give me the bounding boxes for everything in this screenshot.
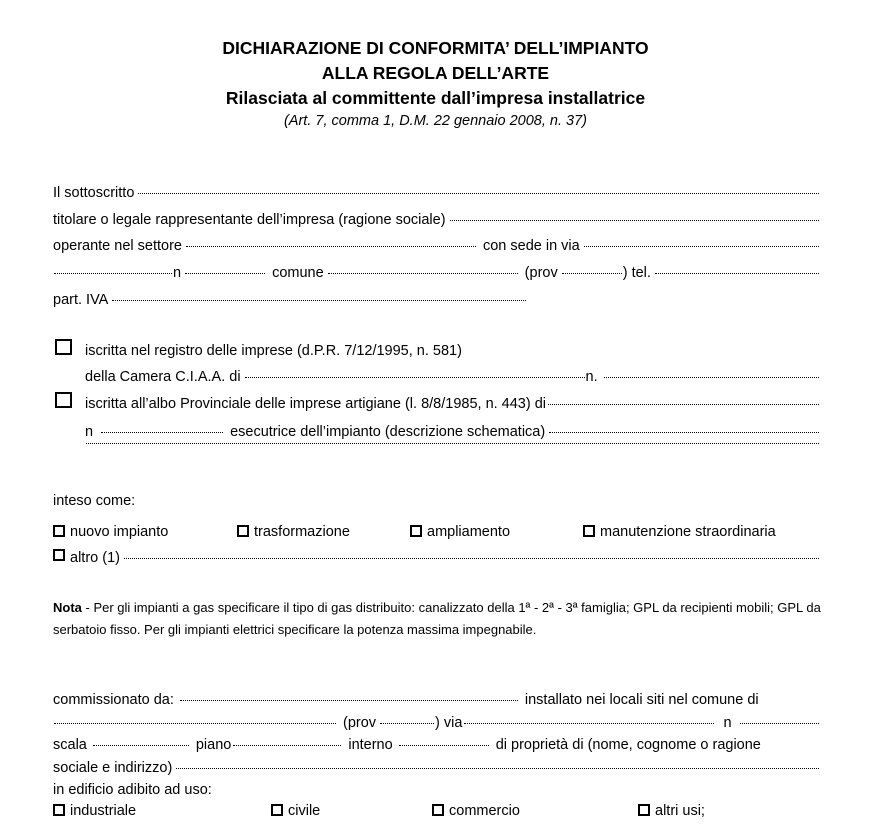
new-installation-label: nuovo impianto bbox=[70, 524, 169, 540]
installation-via-field[interactable] bbox=[464, 723, 714, 724]
chamber-n-label: n. bbox=[585, 369, 598, 385]
transformation-label: trasformazione bbox=[254, 524, 350, 540]
commission-row bbox=[53, 690, 820, 710]
note-paragraph bbox=[53, 597, 823, 641]
industrial-checkbox[interactable] bbox=[53, 804, 65, 816]
installation-municipality-field[interactable] bbox=[54, 723, 336, 724]
floor-label: piano bbox=[195, 737, 232, 753]
prov-label: (prov bbox=[524, 265, 558, 281]
installed-label: installato nei locali siti nel comune di bbox=[524, 692, 759, 708]
title-line-2: ALLA REGOLA DELL’ARTE bbox=[321, 63, 550, 83]
vat-label: part. IVA bbox=[53, 292, 109, 308]
intent-option-new[interactable] bbox=[53, 522, 168, 542]
tel-field[interactable] bbox=[655, 273, 819, 274]
other-row bbox=[53, 548, 820, 568]
registry-checkbox[interactable] bbox=[55, 339, 72, 355]
commissioned-by-label: commissionato da: bbox=[53, 692, 174, 708]
civil-label: civile bbox=[288, 803, 321, 819]
prov-field[interactable] bbox=[562, 273, 622, 274]
subtitle: Rilasciata al committente dall’impresa installatrice bbox=[225, 88, 646, 108]
commissioned-by-field[interactable] bbox=[180, 700, 518, 701]
owned-by-label-2: sociale e indirizzo) bbox=[53, 760, 173, 776]
intent-option-transformation[interactable] bbox=[237, 522, 350, 542]
new-installation-checkbox[interactable] bbox=[53, 525, 65, 537]
maintenance-checkbox[interactable] bbox=[583, 525, 595, 537]
chamber-field[interactable] bbox=[245, 377, 585, 378]
municipality-label: comune bbox=[272, 265, 324, 281]
title-line-1: DICHIARAZIONE DI CONFORMITA’ DELL’IMPIANTO bbox=[222, 38, 649, 58]
executor-row bbox=[85, 422, 820, 442]
vat-row bbox=[53, 290, 527, 310]
artisan-option-label: iscritta all’albo Provinciale delle imprese artigiane (l. 8/8/1985, n. 443) di bbox=[85, 396, 547, 412]
owner-row bbox=[53, 210, 820, 230]
executor-label: esecutrice dell’impianto (descrizione schematica) bbox=[230, 424, 546, 440]
floor-field[interactable] bbox=[233, 745, 341, 746]
chamber-label: della Camera C.I.A.A. di bbox=[85, 369, 241, 385]
stair-row bbox=[53, 735, 820, 755]
sector-label: operante nel settore bbox=[53, 238, 182, 254]
law-reference: (Art. 7, comma 1, D.M. 22 gennaio 2008, n. 37) bbox=[283, 113, 588, 129]
address-row bbox=[53, 263, 820, 283]
use-option-industrial[interactable] bbox=[53, 801, 136, 821]
owner-label: titolare o legale rappresentante dell’impresa (ragione sociale) bbox=[53, 212, 446, 228]
maintenance-label: manutenzione straordinaria bbox=[600, 524, 776, 540]
commerce-label: commercio bbox=[449, 803, 520, 819]
chamber-n-field[interactable] bbox=[604, 377, 819, 378]
executor-field-2[interactable] bbox=[86, 443, 819, 444]
note-text: - Per gli impianti a gas specificare il tipo di gas distribuito: canalizzato della 1ª - 2ª - 3ª famiglia; GPL da recipienti mobili; GPL da serbatoio fisso. Per gli impianti elettrici specificare la potenza massima impegnabile. bbox=[53, 600, 821, 637]
number-field[interactable] bbox=[185, 273, 265, 274]
industrial-label: industriale bbox=[70, 803, 137, 819]
intent-option-maintenance[interactable] bbox=[583, 522, 776, 542]
municipality-field[interactable] bbox=[328, 273, 518, 274]
use-option-commerce[interactable] bbox=[432, 801, 520, 821]
interior-label: interno bbox=[348, 737, 393, 753]
note-label: Nota bbox=[53, 600, 82, 615]
owned-by-label: di proprietà di (nome, cognome o ragione bbox=[495, 737, 761, 753]
intent-label: inteso come: bbox=[53, 493, 136, 509]
other-label: altro (1) bbox=[70, 550, 120, 566]
commerce-checkbox[interactable] bbox=[432, 804, 444, 816]
sector-field[interactable] bbox=[186, 246, 476, 247]
artisan-field[interactable] bbox=[548, 404, 819, 405]
vat-field[interactable] bbox=[112, 300, 526, 301]
artisan-n-field[interactable] bbox=[101, 432, 223, 433]
extension-checkbox[interactable] bbox=[410, 525, 422, 537]
installation-prov-label: (prov bbox=[343, 715, 377, 731]
tel-label: ) tel. bbox=[622, 265, 651, 281]
use-option-civil[interactable] bbox=[271, 801, 320, 821]
owner-address-row bbox=[53, 758, 820, 778]
other-field[interactable] bbox=[124, 558, 819, 559]
sector-row bbox=[53, 236, 820, 256]
owned-by-field[interactable] bbox=[176, 768, 819, 769]
installation-n-field[interactable] bbox=[740, 723, 819, 724]
civil-checkbox[interactable] bbox=[271, 804, 283, 816]
use-option-other[interactable] bbox=[638, 801, 705, 821]
chamber-row bbox=[85, 367, 820, 387]
other-uses-checkbox[interactable] bbox=[638, 804, 650, 816]
installation-n-label: n bbox=[723, 715, 732, 731]
registry-option-label: iscritta nel registro delle imprese (d.P.R. 7/12/1995, n. 581) bbox=[85, 343, 462, 359]
location-row bbox=[53, 713, 820, 733]
artisan-n-label: n bbox=[85, 424, 94, 440]
extension-label: ampliamento bbox=[427, 524, 511, 540]
number-label: n bbox=[173, 265, 182, 281]
address-label: con sede in via bbox=[482, 238, 580, 254]
installation-prov-field[interactable] bbox=[380, 723, 434, 724]
stair-field[interactable] bbox=[93, 745, 189, 746]
artisan-row bbox=[85, 394, 820, 414]
street-field[interactable] bbox=[54, 273, 172, 274]
interior-field[interactable] bbox=[399, 745, 489, 746]
undersigned-row bbox=[53, 183, 820, 203]
installation-via-label: ) via bbox=[435, 715, 463, 731]
transformation-checkbox[interactable] bbox=[237, 525, 249, 537]
other-uses-label: altri usi; bbox=[655, 803, 705, 819]
address-field[interactable] bbox=[584, 246, 819, 247]
undersigned-field[interactable] bbox=[138, 193, 819, 194]
artisan-checkbox[interactable] bbox=[55, 392, 72, 408]
intent-option-extension[interactable] bbox=[410, 522, 510, 542]
company-name-field[interactable] bbox=[450, 220, 819, 221]
undersigned-label: Il sottoscritto bbox=[53, 185, 135, 201]
building-use-label: in edificio adibito ad uso: bbox=[53, 782, 212, 798]
executor-continuation-row bbox=[85, 446, 820, 466]
other-checkbox[interactable] bbox=[53, 549, 65, 561]
executor-field[interactable] bbox=[549, 432, 819, 433]
stair-label: scala bbox=[53, 737, 87, 753]
